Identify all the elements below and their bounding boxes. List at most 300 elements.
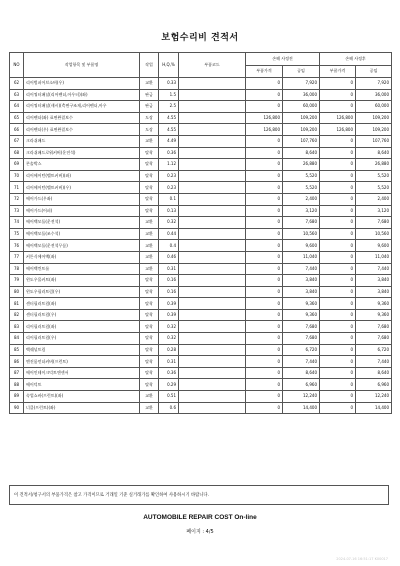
row-hqty: 0.1 xyxy=(159,193,179,205)
row-after-part-price: 0 xyxy=(320,275,356,287)
header-after-part-price: 부품가격 xyxy=(320,65,356,78)
row-after-labor: 7,440 xyxy=(356,263,392,275)
header-before-labor: 공임 xyxy=(283,65,320,78)
row-after-part-price: 0 xyxy=(320,89,356,101)
row-before-part-price: 0 xyxy=(246,309,283,321)
row-hqty: 2.5 xyxy=(159,101,179,113)
row-before-labor: 14,400 xyxy=(283,402,320,414)
row-part-code xyxy=(179,379,246,391)
row-before-labor: 7,680 xyxy=(283,333,320,345)
row-item: 커튼식에어백(좌) xyxy=(24,251,140,263)
table-row xyxy=(10,367,392,379)
row-after-part-price: 0 xyxy=(320,321,356,333)
row-item: 리어쿼터패널(리어펜더,아우터)(좌) xyxy=(24,89,140,101)
row-before-labor: 3,840 xyxy=(283,275,320,287)
row-no: 81 xyxy=(10,298,24,310)
row-after-labor: 107,760 xyxy=(356,135,392,147)
table-row xyxy=(10,240,392,252)
row-item: 너클(프런트)(좌) xyxy=(24,402,140,414)
row-no: 73 xyxy=(10,205,24,217)
row-hqty: 0.6 xyxy=(159,402,179,414)
row-no: 79 xyxy=(10,275,24,287)
row-part-code xyxy=(179,402,246,414)
header-after-assessment: 손해 사정후 xyxy=(320,53,392,66)
row-no: 67 xyxy=(10,135,24,147)
row-before-part-price: 0 xyxy=(246,344,283,356)
row-before-labor: 7,680 xyxy=(283,321,320,333)
row-item: 리어쿼터패널(섀시)(측면구조재,리어펜더,아우 xyxy=(24,101,140,113)
row-item: 에어덕트 xyxy=(24,379,140,391)
row-after-part-price: 0 xyxy=(320,367,356,379)
table-row xyxy=(10,101,392,113)
table-row xyxy=(10,263,392,275)
row-part-code xyxy=(179,89,246,101)
row-after-labor: 60,000 xyxy=(356,101,392,113)
row-before-part-price: 126,800 xyxy=(246,112,283,124)
row-after-part-price: 0 xyxy=(320,159,356,171)
row-no: 82 xyxy=(10,309,24,321)
row-part-code xyxy=(179,228,246,240)
row-no: 90 xyxy=(10,402,24,414)
row-hqty: 0.32 xyxy=(159,333,179,345)
row-item: 리어에어턴(벨트커버)(좌) xyxy=(24,170,140,182)
row-work: 탈착 xyxy=(140,147,159,159)
row-item: 리어에어턴(벨트커버)(우) xyxy=(24,182,140,194)
row-no: 64 xyxy=(10,101,24,113)
row-hqty: 0.23 xyxy=(159,182,179,194)
row-part-code xyxy=(179,205,246,217)
row-part-code xyxy=(179,135,246,147)
row-no: 75 xyxy=(10,228,24,240)
row-before-part-price: 0 xyxy=(246,159,283,171)
table-row xyxy=(10,159,392,171)
row-no: 76 xyxy=(10,240,24,252)
table-row xyxy=(10,147,392,159)
estimate-table-wrapper xyxy=(9,52,391,414)
row-after-labor: 11,040 xyxy=(356,251,392,263)
row-hqty: 0.32 xyxy=(159,321,179,333)
row-no: 62 xyxy=(10,78,24,90)
row-after-part-price: 0 xyxy=(320,391,356,403)
row-no: 65 xyxy=(10,112,24,124)
row-after-labor: 9,600 xyxy=(356,240,392,252)
row-no: 77 xyxy=(10,251,24,263)
row-no: 78 xyxy=(10,263,24,275)
row-after-part-price: 0 xyxy=(320,333,356,345)
document-title: 보험수리비 견적서 xyxy=(161,33,239,43)
row-before-part-price: 0 xyxy=(246,263,283,275)
row-hqty: 0.31 xyxy=(159,263,179,275)
row-hqty: 0.13 xyxy=(159,205,179,217)
row-after-part-price: 0 xyxy=(320,217,356,229)
row-before-labor: 3,840 xyxy=(283,286,320,298)
row-hqty: 0.36 xyxy=(159,367,179,379)
row-no: 68 xyxy=(10,147,24,159)
row-after-part-price: 0 xyxy=(320,240,356,252)
row-work: 탈착 xyxy=(140,309,159,321)
row-after-labor: 7,680 xyxy=(356,333,392,345)
row-hqty: 4.49 xyxy=(159,135,179,147)
row-hqty: 4.55 xyxy=(159,112,179,124)
row-after-part-price: 0 xyxy=(320,402,356,414)
row-part-code xyxy=(179,240,246,252)
row-after-part-price: 0 xyxy=(320,251,356,263)
row-part-code xyxy=(179,147,246,159)
row-item: 윈도우몰커트(좌) xyxy=(24,275,140,287)
row-after-part-price: 0 xyxy=(320,263,356,275)
row-before-part-price: 0 xyxy=(246,251,283,263)
row-work: 교환 xyxy=(140,217,159,229)
row-before-labor: 26,880 xyxy=(283,159,320,171)
row-hqty: 0.31 xyxy=(159,356,179,368)
row-before-part-price: 0 xyxy=(246,286,283,298)
header-item: 작업항목 및 부품명 xyxy=(24,53,140,78)
row-work: 판금 xyxy=(140,101,159,113)
row-before-labor: 10,560 xyxy=(283,228,320,240)
price-notice: 이 견적서/청구서의 부품가격은 참고 가격이므로 거래일 기준 실거래가를 확인하여 사용하시기 바랍니다. xyxy=(9,485,389,505)
row-no: 71 xyxy=(10,182,24,194)
row-after-labor: 5,520 xyxy=(356,170,392,182)
row-before-part-price: 0 xyxy=(246,101,283,113)
row-before-part-price: 0 xyxy=(246,89,283,101)
row-part-code xyxy=(179,101,246,113)
row-part-code xyxy=(179,275,246,287)
row-item: 에어가드(어퍼) xyxy=(24,205,140,217)
row-after-labor: 7,440 xyxy=(356,356,392,368)
row-before-labor: 7,440 xyxy=(283,356,320,368)
row-item: 크라쉬패드로워커버(운전석) xyxy=(24,147,140,159)
row-item: 에어백모듈(조수석) xyxy=(24,228,140,240)
row-before-labor: 8,640 xyxy=(283,147,320,159)
row-hqty: 0.44 xyxy=(159,228,179,240)
row-no: 84 xyxy=(10,333,24,345)
row-work: 탈착 xyxy=(140,321,159,333)
row-item: 크라쉬패드 xyxy=(24,135,140,147)
row-part-code xyxy=(179,356,246,368)
row-before-part-price: 0 xyxy=(246,170,283,182)
row-after-part-price: 0 xyxy=(320,379,356,391)
row-before-part-price: 0 xyxy=(246,391,283,403)
row-no: 88 xyxy=(10,379,24,391)
row-after-part-price: 0 xyxy=(320,205,356,217)
table-row xyxy=(10,344,392,356)
row-before-labor: 2,400 xyxy=(283,193,320,205)
row-before-labor: 107,760 xyxy=(283,135,320,147)
row-work: 탈착 xyxy=(140,286,159,298)
table-row xyxy=(10,321,392,333)
row-work: 탈착 xyxy=(140,205,159,217)
row-no: 74 xyxy=(10,217,24,229)
row-before-part-price: 0 xyxy=(246,333,283,345)
row-part-code xyxy=(179,298,246,310)
row-after-labor: 12,240 xyxy=(356,391,392,403)
row-item: 센터필러트림(좌) xyxy=(24,298,140,310)
row-no: 63 xyxy=(10,89,24,101)
row-part-code xyxy=(179,112,246,124)
row-before-labor: 9,360 xyxy=(283,309,320,321)
row-no: 86 xyxy=(10,356,24,368)
row-before-labor: 36,000 xyxy=(283,89,320,101)
row-after-labor: 7,680 xyxy=(356,217,392,229)
page-indicator: 페이지 : 4/5 xyxy=(186,529,214,535)
row-before-labor: 7,680 xyxy=(283,217,320,229)
table-row xyxy=(10,135,392,147)
row-work: 교환 xyxy=(140,240,159,252)
row-item: 에어백모듈(운전석무릎) xyxy=(24,240,140,252)
row-after-part-price: 0 xyxy=(320,193,356,205)
row-after-labor: 109,200 xyxy=(356,112,392,124)
row-item: 속업쇼바(프런트)(좌) xyxy=(24,391,140,403)
table-row xyxy=(10,170,392,182)
row-work: 교환 xyxy=(140,78,159,90)
table-row xyxy=(10,333,392,345)
row-work: 교환 xyxy=(140,402,159,414)
row-work: 탈착 xyxy=(140,333,159,345)
row-no: 87 xyxy=(10,367,24,379)
print-timestamp: 2024-07-16 16:51:17 K00017 xyxy=(336,557,388,561)
table-row xyxy=(10,298,392,310)
row-after-part-price: 0 xyxy=(320,78,356,90)
row-before-part-price: 0 xyxy=(246,193,283,205)
table-row xyxy=(10,205,392,217)
row-part-code xyxy=(179,193,246,205)
table-row xyxy=(10,124,392,136)
row-after-part-price: 126,800 xyxy=(320,124,356,136)
row-part-code xyxy=(179,333,246,345)
table-row xyxy=(10,275,392,287)
table-row xyxy=(10,89,392,101)
row-before-part-price: 0 xyxy=(246,321,283,333)
header-before-part-price: 부품가격 xyxy=(246,65,283,78)
row-work: 탈착 xyxy=(140,275,159,287)
row-part-code xyxy=(179,170,246,182)
row-item: 백쉐널트림 xyxy=(24,344,140,356)
row-before-part-price: 0 xyxy=(246,182,283,194)
table-row xyxy=(10,182,392,194)
row-before-part-price: 0 xyxy=(246,402,283,414)
row-part-code xyxy=(179,309,246,321)
table-row xyxy=(10,228,392,240)
row-part-code xyxy=(179,217,246,229)
row-hqty: 0.32 xyxy=(159,217,179,229)
row-before-labor: 8,640 xyxy=(283,367,320,379)
row-before-part-price: 0 xyxy=(246,217,283,229)
row-no: 69 xyxy=(10,159,24,171)
row-after-labor: 8,640 xyxy=(356,367,392,379)
row-item: 에어인테이크덕트앤센서 xyxy=(24,367,140,379)
row-item: 엔진룸언더커버(프런트) xyxy=(24,356,140,368)
row-no: 83 xyxy=(10,321,24,333)
row-after-part-price: 0 xyxy=(320,228,356,240)
row-before-labor: 3,120 xyxy=(283,205,320,217)
row-after-labor: 26,880 xyxy=(356,159,392,171)
row-before-labor: 7,920 xyxy=(283,78,320,90)
row-before-part-price: 0 xyxy=(246,356,283,368)
row-after-labor: 109,200 xyxy=(356,124,392,136)
row-work: 교환 xyxy=(140,391,159,403)
row-before-part-price: 0 xyxy=(246,147,283,159)
row-item: 리어필러트림(좌) xyxy=(24,321,140,333)
header-part-code: 부품코드 xyxy=(179,53,246,78)
row-item: 콘솔박스 xyxy=(24,159,140,171)
header-no: NO xyxy=(10,53,24,78)
table-row xyxy=(10,193,392,205)
row-part-code xyxy=(179,321,246,333)
row-item: 리어펜더(좌) 표면완결보수 xyxy=(24,112,140,124)
row-after-labor: 3,840 xyxy=(356,275,392,287)
row-work: 탈착 xyxy=(140,193,159,205)
table-row xyxy=(10,112,392,124)
header-before-assessment: 손해 사정전 xyxy=(246,53,320,66)
row-hqty: 0.23 xyxy=(159,170,179,182)
row-before-part-price: 0 xyxy=(246,298,283,310)
row-work: 탈착 xyxy=(140,379,159,391)
table-row xyxy=(10,217,392,229)
row-item: 에어가드(우좌) xyxy=(24,193,140,205)
table-row xyxy=(10,379,392,391)
row-work: 탈착 xyxy=(140,159,159,171)
row-item: 리어필러트림(우) xyxy=(24,333,140,345)
row-after-labor: 3,120 xyxy=(356,205,392,217)
table-row xyxy=(10,251,392,263)
row-after-part-price: 0 xyxy=(320,101,356,113)
row-hqty: 0.51 xyxy=(159,391,179,403)
row-work: 탈착 xyxy=(140,182,159,194)
row-before-part-price: 0 xyxy=(246,367,283,379)
row-after-labor: 8,640 xyxy=(356,147,392,159)
row-part-code xyxy=(179,286,246,298)
row-after-labor: 6,960 xyxy=(356,379,392,391)
row-before-labor: 109,200 xyxy=(283,124,320,136)
row-before-part-price: 0 xyxy=(246,205,283,217)
row-after-part-price: 0 xyxy=(320,298,356,310)
row-hqty: 0.28 xyxy=(159,344,179,356)
footer-brand: AUTOMOBILE REPAIR COST On-line xyxy=(143,514,257,521)
row-item: 리어펜더(우) 표면완결보수 xyxy=(24,124,140,136)
row-before-part-price: 126,800 xyxy=(246,124,283,136)
row-work: 탈착 xyxy=(140,367,159,379)
row-part-code xyxy=(179,263,246,275)
row-before-labor: 6,960 xyxy=(283,379,320,391)
row-after-labor: 7,680 xyxy=(356,321,392,333)
row-hqty: 0.39 xyxy=(159,309,179,321)
row-hqty: 1.12 xyxy=(159,159,179,171)
row-after-labor: 6,720 xyxy=(356,344,392,356)
row-work: 탈착 xyxy=(140,170,159,182)
row-before-labor: 12,240 xyxy=(283,391,320,403)
row-hqty: 0.29 xyxy=(159,379,179,391)
row-after-part-price: 0 xyxy=(320,356,356,368)
header-work: 작업 xyxy=(140,53,159,78)
row-work: 교환 xyxy=(140,228,159,240)
row-item: 리어범퍼어브소버(우) xyxy=(24,78,140,90)
row-no: 89 xyxy=(10,391,24,403)
row-after-part-price: 0 xyxy=(320,135,356,147)
row-work: 도장 xyxy=(140,112,159,124)
row-after-part-price: 0 xyxy=(320,147,356,159)
row-before-labor: 5,520 xyxy=(283,182,320,194)
row-part-code xyxy=(179,344,246,356)
row-no: 70 xyxy=(10,170,24,182)
row-item: 에어백컨트롤 xyxy=(24,263,140,275)
row-before-part-price: 0 xyxy=(246,240,283,252)
row-before-labor: 60,000 xyxy=(283,101,320,113)
row-before-labor: 9,360 xyxy=(283,298,320,310)
row-work: 판금 xyxy=(140,89,159,101)
row-work: 탈착 xyxy=(140,356,159,368)
table-row xyxy=(10,356,392,368)
estimate-table xyxy=(9,52,392,414)
row-item: 윈도우필러트림(우) xyxy=(24,286,140,298)
row-part-code xyxy=(179,367,246,379)
table-row xyxy=(10,78,392,90)
row-work: 탈착 xyxy=(140,298,159,310)
row-no: 85 xyxy=(10,344,24,356)
row-no: 72 xyxy=(10,193,24,205)
row-before-part-price: 0 xyxy=(246,275,283,287)
table-row xyxy=(10,309,392,321)
row-after-labor: 14,400 xyxy=(356,402,392,414)
header-after-labor: 공임 xyxy=(356,65,392,78)
row-part-code xyxy=(179,182,246,194)
row-after-part-price: 0 xyxy=(320,170,356,182)
row-before-part-price: 0 xyxy=(246,379,283,391)
row-work: 도장 xyxy=(140,124,159,136)
row-work: 교환 xyxy=(140,135,159,147)
row-hqty: 0.33 xyxy=(159,78,179,90)
row-item: 에어백모듈(운전석) xyxy=(24,217,140,229)
row-no: 66 xyxy=(10,124,24,136)
row-after-labor: 36,000 xyxy=(356,89,392,101)
row-after-labor: 7,920 xyxy=(356,78,392,90)
row-after-part-price: 0 xyxy=(320,286,356,298)
row-no: 80 xyxy=(10,286,24,298)
row-part-code xyxy=(179,251,246,263)
row-part-code xyxy=(179,391,246,403)
row-before-part-price: 0 xyxy=(246,228,283,240)
row-part-code xyxy=(179,78,246,90)
row-before-labor: 6,720 xyxy=(283,344,320,356)
row-work: 교환 xyxy=(140,263,159,275)
row-before-labor: 5,520 xyxy=(283,170,320,182)
row-after-labor: 2,400 xyxy=(356,193,392,205)
table-row xyxy=(10,286,392,298)
row-after-part-price: 126,800 xyxy=(320,112,356,124)
table-row xyxy=(10,391,392,403)
row-part-code xyxy=(179,159,246,171)
row-work: 탈착 xyxy=(140,344,159,356)
table-row xyxy=(10,402,392,414)
row-work: 교환 xyxy=(140,251,159,263)
row-before-labor: 9,600 xyxy=(283,240,320,252)
row-before-part-price: 0 xyxy=(246,135,283,147)
row-before-labor: 11,040 xyxy=(283,251,320,263)
row-before-labor: 7,440 xyxy=(283,263,320,275)
row-hqty: 0.46 xyxy=(159,251,179,263)
row-hqty: 1.5 xyxy=(159,89,179,101)
row-hqty: 0.16 xyxy=(159,286,179,298)
row-hqty: 0.39 xyxy=(159,298,179,310)
row-hqty: 4.55 xyxy=(159,124,179,136)
row-before-part-price: 0 xyxy=(246,78,283,90)
row-after-labor: 3,840 xyxy=(356,286,392,298)
row-item: 센터필러트림(우) xyxy=(24,309,140,321)
header-hqty: H,Q,% xyxy=(159,53,179,78)
estimate-rows xyxy=(10,78,392,414)
row-after-part-price: 0 xyxy=(320,344,356,356)
row-after-labor: 10,560 xyxy=(356,228,392,240)
row-after-labor: 5,520 xyxy=(356,182,392,194)
